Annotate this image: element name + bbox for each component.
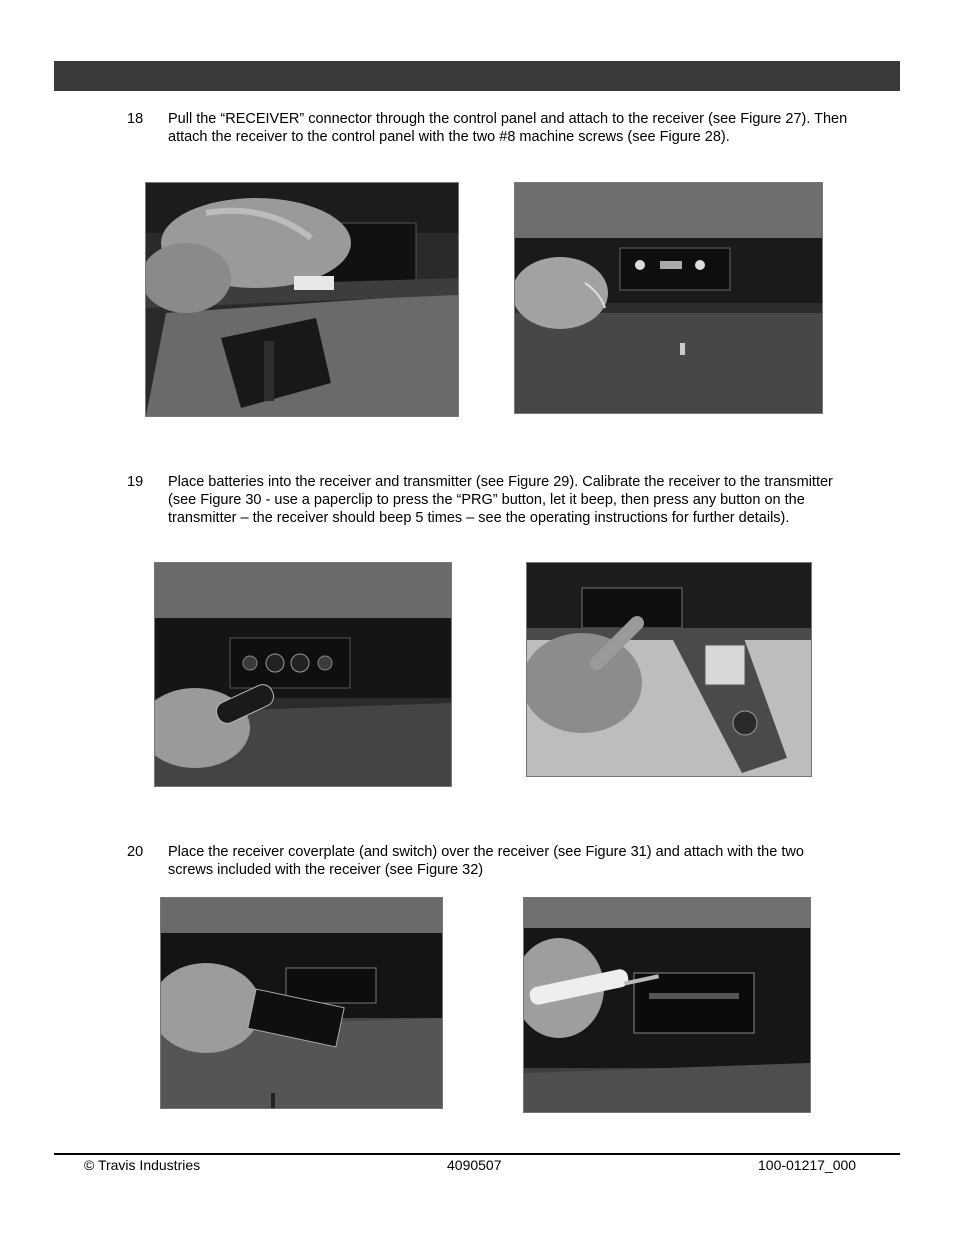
photo-figure-29 [154,562,452,787]
step-text: Place batteries into the receiver and transmitter (see Figure 29). Calibrate the receiver to the transmitter (see Figure 30 - use a paperclip to press the “PRG” button, let it beep, then press any button on the transmitter – the receiver should beep 5 times – see the operating instructions for further details). [168,474,833,526]
photo-figure-28 [514,182,823,414]
footer-document-number: 4090507 [447,1157,502,1173]
step-number: 20 [127,844,144,860]
photo-figure-30 [526,562,812,777]
photo-figure-31 [160,897,443,1109]
footer-rule [54,1153,900,1155]
footer-part-number: 100-01217_000 [758,1157,857,1173]
step-text: Place the receiver coverplate (and switch) over the receiver (see Figure 31) and attach with the two screws included with the receiver (see Figure 32) [168,844,804,878]
header-bar [54,61,900,91]
step-number: 19 [127,474,144,490]
photo-figure-27 [145,182,459,417]
photo-figure-32 [523,897,811,1113]
step-number: 18 [127,111,144,127]
step-text: Pull the “RECEIVER” connector through the control panel and attach to the receiver (see Figure 27). Then attach the receiver to the control panel with the two #8 machine screws (see Figure 28). [168,111,848,145]
footer-copyright: © Travis Industries [84,1157,201,1173]
